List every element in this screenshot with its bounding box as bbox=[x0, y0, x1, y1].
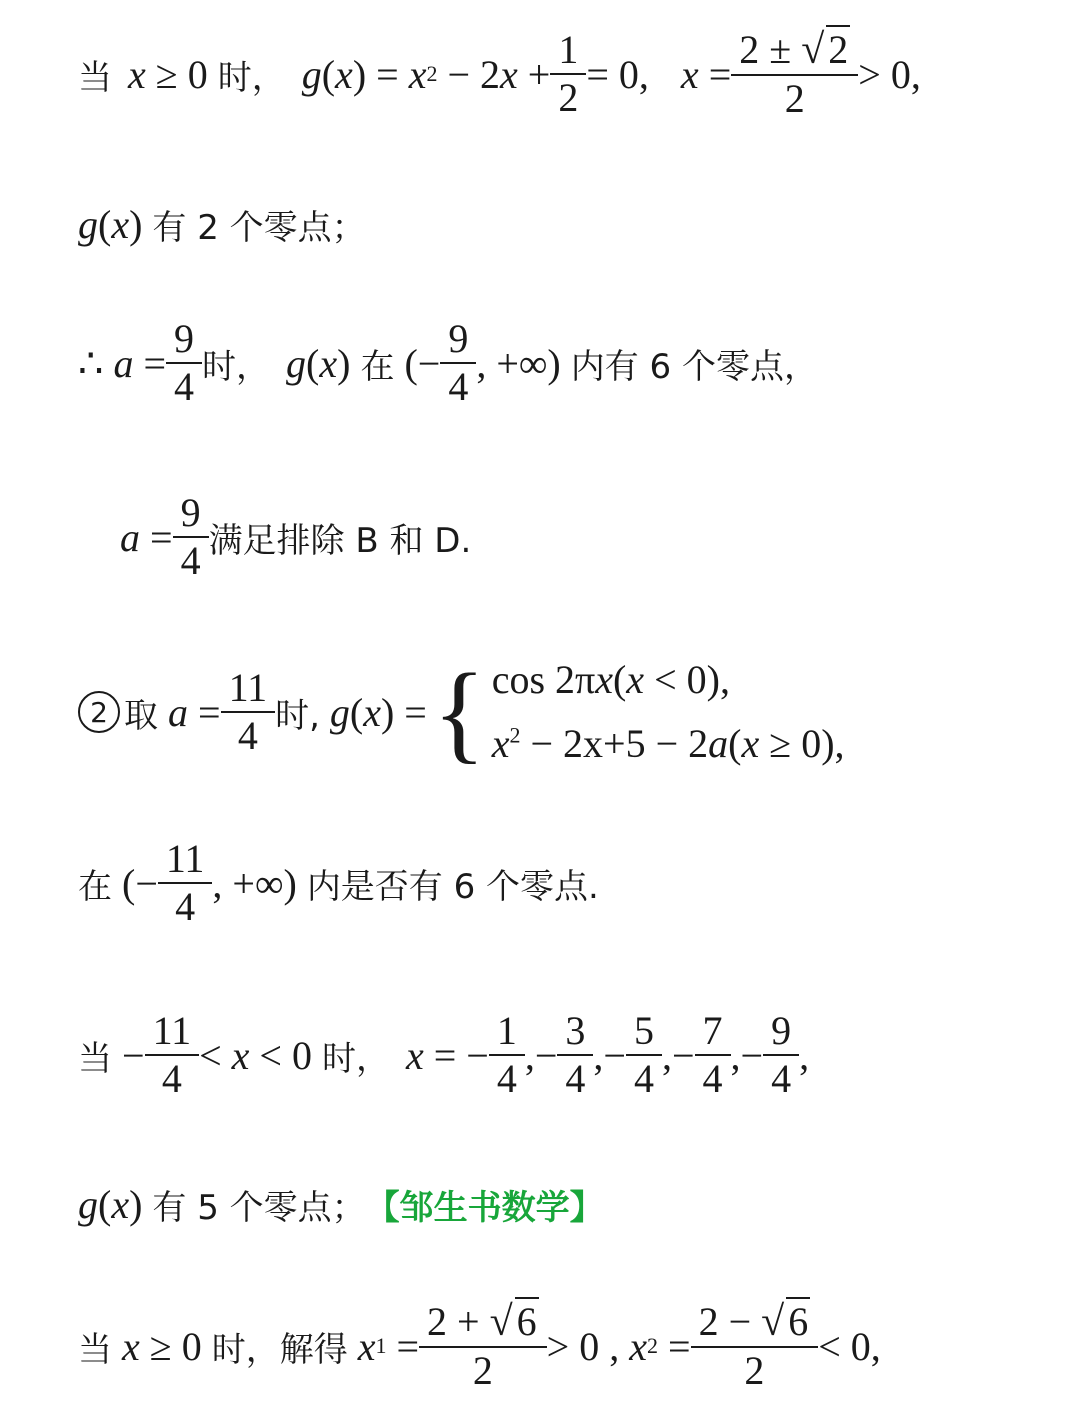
equation-line-2: g ( x ) 有 2 个零点； bbox=[78, 202, 366, 248]
equation-line-9: 当 x ≥ 0 时，解得 x 1 = $\frac{2 + √ 6}{2}$ > 0 , x 2 = $\frac{2 - √ 6}{2}$ < 0, bbox=[78, 1299, 881, 1394]
equation-line-4: a = $\frac{9}{4}$ 满足排除 B 和 D. bbox=[120, 490, 472, 583]
circled-two: 2 bbox=[78, 691, 120, 733]
equation-line-7: 当 − $\frac{11}{4}$ < x < 0 时， x = − $\frac{1}{4}$ ,− $\frac{3}{4}$ ,− $\frac{5}{4}$ ,− $\frac{7}{4}$ ,− $\frac{9}{4}$ , bbox=[78, 1008, 810, 1101]
equation-line-3: ∴ a = $\frac{9}{4}$ 时， g ( x ) 在 (− $\frac{9}{4}$ , +∞) 内有 6 个零点， bbox=[78, 316, 818, 409]
equation-line-5: 2 取 a = $\frac{11}{4}$ 时, g ( x ) = { cos 2πx(x < 0), $x^2 - 2x+5 - 2a(x \ge 0)$, bbox=[78, 648, 845, 776]
equation-line-6: 在 (− $\frac{11}{4}$ , +∞) 内是否有 6 个零点. bbox=[78, 836, 599, 929]
watermark-label: 【邹生书数学】 bbox=[365, 1188, 604, 1228]
equation-line-1: 当 x ≥ 0 时， g ( x ) = x 2 − 2 x + $\frac{1}{2}$ = 0, x = $\frac{2 \pm √ 2}{2}$ > 0, bbox=[78, 27, 921, 122]
equation-line-8: g ( x ) 有 5 个零点； 【邹生书数学】 bbox=[78, 1182, 604, 1228]
